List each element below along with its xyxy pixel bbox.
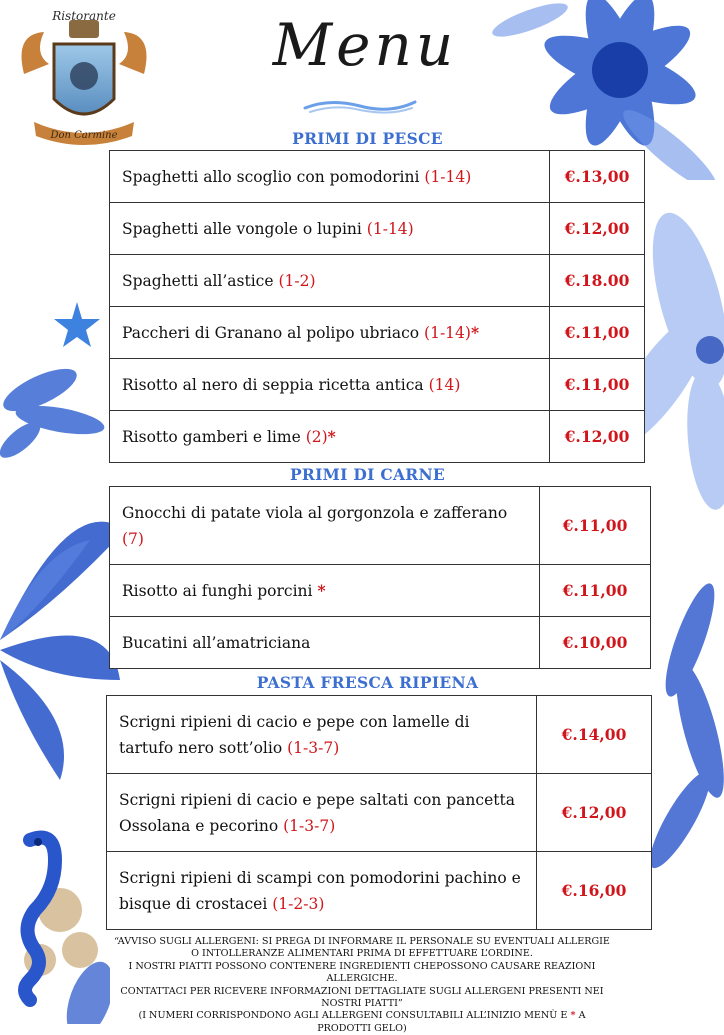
dish-price: €.13,00 xyxy=(550,151,645,203)
dish-name: Paccheri di Granano al polipo ubriaco (1-14)* xyxy=(110,307,550,359)
section-title-primi-di-carne: PRIMI DI CARNE xyxy=(289,465,446,484)
table-row xyxy=(110,565,651,617)
dish-price: €.10,00 xyxy=(540,617,651,669)
dish-name: Risotto gamberi e lime (2)* xyxy=(110,411,550,463)
dish-name: Spaghetti alle vongole o lupini (1-14) xyxy=(110,203,550,255)
table-row xyxy=(110,255,645,307)
logo-top-text: Ristorante xyxy=(52,9,116,23)
dish-price: €.11,00 xyxy=(540,487,651,565)
table-row xyxy=(110,487,651,565)
logo-bottom-text: Don Carmine xyxy=(50,130,118,141)
dish-name: Risotto al nero di seppia ricetta antica (14) xyxy=(110,359,550,411)
table-row xyxy=(110,617,651,669)
dish-price: €.11,00 xyxy=(540,565,651,617)
menu-table-primi-di-pesce xyxy=(109,150,645,463)
table-row xyxy=(107,852,652,930)
dish-price: €.12,00 xyxy=(537,774,652,852)
menu-table-pasta-fresca-ripiena xyxy=(106,695,652,930)
allergen-notice xyxy=(112,936,612,1035)
dish-name: Spaghetti all’astice (1-2) xyxy=(110,255,550,307)
table-row xyxy=(110,411,645,463)
allergen-notice-line-2: I NOSTRI PIATTI POSSONO CONTENERE INGREDIENTI CHEPOSSONO CAUSARE REAZIONI ALLERGICHE. xyxy=(128,960,596,985)
allergen-notice-line-1: “AVVISO SUGLI ALLERGENI: SI PREGA DI INFORMARE IL PERSONALE SU EVENTUALI ALLERGIE O INTOLLERANZE ALIMENTARI PRIMA DI EFFETTUARE L’ORDINE. xyxy=(114,936,610,960)
wave-divider xyxy=(300,94,420,116)
menu-title: Menu xyxy=(272,11,458,79)
section-title-primi-di-pesce: PRIMI DI PESCE xyxy=(292,129,443,148)
dish-price: €.12,00 xyxy=(550,411,645,463)
dish-price: €.12,00 xyxy=(550,203,645,255)
dish-price: €.14,00 xyxy=(537,696,652,774)
table-row xyxy=(107,774,652,852)
table-row xyxy=(110,151,645,203)
menu-table-primi-di-carne xyxy=(109,486,651,669)
seahorse-decoration xyxy=(0,800,110,1024)
dish-price: €.18.00 xyxy=(550,255,645,307)
table-row xyxy=(110,203,645,255)
dish-price: €.11,00 xyxy=(550,307,645,359)
section-title-pasta-fresca-ripiena: PASTA FRESCA RIPIENA xyxy=(256,673,479,692)
dish-name: Risotto ai funghi porcini * xyxy=(110,565,540,617)
dish-price: €.16,00 xyxy=(537,852,652,930)
blue-starfish-left-decoration xyxy=(52,300,102,350)
restaurant-logo xyxy=(14,4,154,154)
table-row xyxy=(107,696,652,774)
dish-name: Spaghetti allo scoglio con pomodorini (1-14) xyxy=(110,151,550,203)
blue-leaves-left-decoration xyxy=(0,360,120,460)
allergen-notice-line-4: (I NUMERI CORRISPONDONO AGLI ALLERGENI CONSULTABILI ALL’INIZIO MENÙ E * A PRODOTTI GELO) xyxy=(138,1010,586,1034)
dish-name: Scrigni ripieni di cacio e pepe con lamelle di tartufo nero sott’olio (1-3-7) xyxy=(107,696,537,774)
allergen-notice-line-3: CONTATTACI PER RICEVERE INFORMAZIONI DETTAGLIATE SUGLI ALLERGENI PRESENTI NEI NOSTRI PIATTI” xyxy=(120,985,604,1010)
dish-name: Scrigni ripieni di scampi con pomodorini pachino e bisque di crostacei (1-2-3) xyxy=(107,852,537,930)
dish-price: €.11,00 xyxy=(550,359,645,411)
dish-name: Bucatini all’amatriciana xyxy=(110,617,540,669)
table-row xyxy=(110,307,645,359)
dish-name: Scrigni ripieni di cacio e pepe saltati con pancetta Ossolana e pecorino (1-3-7) xyxy=(107,774,537,852)
table-row xyxy=(110,359,645,411)
dish-name: Gnocchi di patate viola al gorgonzola e zafferano (7) xyxy=(110,487,540,565)
